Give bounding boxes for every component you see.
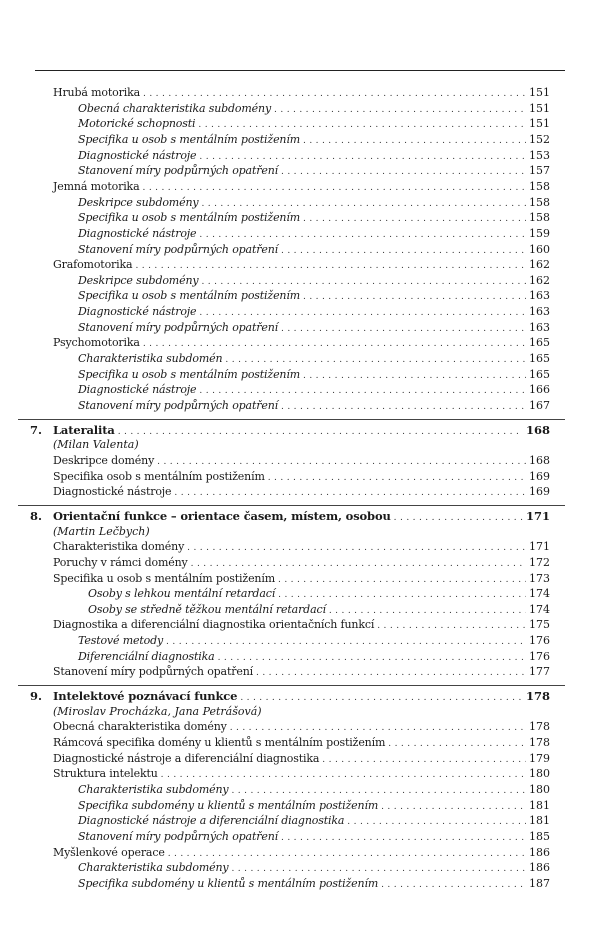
toc-entry-title: Obecná charakteristika subdomény xyxy=(78,101,272,115)
dot-leader xyxy=(118,424,523,440)
toc-entry-title: Stanovení míry podpůrných opatření xyxy=(78,320,279,334)
toc-entry-page: 178 xyxy=(525,689,550,704)
toc-entry-page: 180 xyxy=(529,767,550,781)
toc-entry-title: Stanovení míry podpůrných opatření xyxy=(78,399,279,412)
toc-entry-title: Stanovení míry podpůrných opatření xyxy=(78,242,279,256)
toc-entry-page: 172 xyxy=(529,555,550,569)
toc-entry-title: Diagnostické nástroje a diferenciální diagnostika xyxy=(78,814,345,828)
dot-leader xyxy=(281,830,526,846)
chapter-author: (Martin Lečbych) xyxy=(53,524,150,538)
toc-entry-title: Motorické schopnosti xyxy=(78,117,196,131)
toc-entry-title: Stanovení míry podpůrných opatření xyxy=(78,164,279,178)
toc-entry-page: 177 xyxy=(529,665,550,679)
toc-entry xyxy=(53,85,550,101)
dot-leader xyxy=(381,799,526,815)
toc-entry-page: 162 xyxy=(529,273,550,287)
dot-leader xyxy=(187,540,526,556)
section-separator xyxy=(18,419,565,420)
dot-leader xyxy=(388,736,526,752)
toc-entry-page: 160 xyxy=(529,242,550,256)
toc-entry xyxy=(53,719,550,735)
dot-leader xyxy=(303,368,526,384)
toc-entry xyxy=(78,226,550,242)
section-separator xyxy=(18,505,565,506)
dot-leader xyxy=(198,117,526,133)
toc-entry-title: Diagnostické nástroje xyxy=(53,485,172,499)
section-separator xyxy=(18,685,565,686)
toc-entry-page: 153 xyxy=(529,148,550,162)
toc-entry xyxy=(78,813,550,829)
toc-entry xyxy=(78,148,550,164)
chapter-heading xyxy=(30,508,550,524)
dot-leader xyxy=(381,877,526,893)
toc-entry xyxy=(78,132,550,148)
toc-entry xyxy=(78,304,550,320)
toc-entry-title: Jemná motorika xyxy=(53,179,140,193)
dot-leader xyxy=(231,783,526,799)
top-rule xyxy=(35,70,565,71)
toc-entry-page: 169 xyxy=(529,485,550,499)
dot-leader xyxy=(274,102,526,118)
dot-leader xyxy=(278,572,526,588)
toc-entry xyxy=(53,751,550,767)
dot-leader xyxy=(394,510,523,526)
toc-entry-title: Charakteristika subdomény xyxy=(78,782,229,796)
toc-entry-page: 158 xyxy=(529,211,550,225)
toc-entry-title: Diagnostické nástroje xyxy=(78,305,197,319)
toc-entry-page: 151 xyxy=(529,117,550,131)
toc-entry-page: 165 xyxy=(529,367,550,381)
toc-entry xyxy=(53,664,550,680)
toc-entry xyxy=(78,351,550,367)
toc-entry-page: 163 xyxy=(529,320,550,334)
toc-entry-title: Specifika u osob s mentálním postižením xyxy=(78,211,301,225)
toc-entry xyxy=(53,555,550,571)
toc-entry-page: 178 xyxy=(529,736,550,749)
toc-entry-page: 168 xyxy=(529,453,550,467)
toc-entry-title: Specifika u osob s mentálním postižením xyxy=(78,132,301,146)
toc-entry-page: 165 xyxy=(529,336,550,350)
toc-entry-page: 174 xyxy=(529,602,550,616)
dot-leader xyxy=(377,618,526,634)
toc-entry-title: Specifika subdomény u klientů s mentálním postižením xyxy=(78,876,379,890)
toc-entry-title: Charakteristika domény xyxy=(53,540,185,554)
chapter-number: 9. xyxy=(30,689,43,704)
toc-entry-title: Grafomotorika xyxy=(53,258,133,272)
toc-entry xyxy=(78,398,550,414)
toc-entry-page: 176 xyxy=(529,649,550,663)
toc-entry-title: Diagnostické nástroje xyxy=(78,383,197,397)
dot-leader xyxy=(281,321,526,337)
toc-entry-page: 163 xyxy=(529,289,550,303)
dot-leader xyxy=(201,274,526,290)
dot-leader xyxy=(174,485,526,501)
toc-entry xyxy=(53,617,550,633)
toc-entry-page: 187 xyxy=(529,876,550,890)
toc-entry-page: 158 xyxy=(529,195,550,209)
toc-entry-title: Orientační funkce – orientace časem, místem, osobou xyxy=(53,508,391,523)
toc-entry xyxy=(78,320,550,336)
dot-leader xyxy=(199,383,526,399)
toc-entry-page: 163 xyxy=(529,305,550,319)
dot-leader xyxy=(201,196,526,212)
toc-entry-title: Deskripce subdomény xyxy=(78,195,199,209)
dot-leader xyxy=(199,305,526,321)
toc-entry-page: 179 xyxy=(529,751,550,765)
toc-entry xyxy=(78,829,550,845)
dot-leader xyxy=(161,767,526,783)
toc-entry-title: Specifika u osob s mentálním postižením xyxy=(78,289,301,303)
toc-entry xyxy=(53,257,550,273)
toc-entry-title: Obecná charakteristika domény xyxy=(53,720,227,734)
toc-entry xyxy=(53,735,550,751)
toc-entry-page: 167 xyxy=(529,399,550,412)
toc-entry xyxy=(78,116,550,132)
dot-leader xyxy=(199,227,526,243)
toc-entry-page: 185 xyxy=(529,829,550,843)
toc-entry xyxy=(53,453,550,469)
toc-entry xyxy=(78,163,550,179)
toc-entry xyxy=(78,288,550,304)
toc-entry-title: Stanovení míry podpůrných opatření xyxy=(78,829,279,843)
toc-entry-page: 152 xyxy=(529,132,550,146)
dot-leader xyxy=(347,814,526,830)
toc-entry-page: 168 xyxy=(525,422,550,437)
toc-entry xyxy=(53,766,550,782)
toc-entry-title: Charakteristika subdomén xyxy=(78,352,223,366)
toc-entry-title: Hrubá motorika xyxy=(53,86,141,99)
dot-leader xyxy=(231,861,526,877)
toc-entry xyxy=(53,469,550,485)
dot-leader xyxy=(199,149,526,165)
chapter-number: 7. xyxy=(30,422,43,437)
toc-entry-page: 176 xyxy=(529,634,550,648)
toc-entry-page: 181 xyxy=(529,814,550,828)
toc-entry xyxy=(88,586,550,602)
dot-leader xyxy=(191,556,526,572)
chapter-number: 8. xyxy=(30,508,43,523)
toc-entry xyxy=(78,367,550,383)
toc-entry xyxy=(78,798,550,814)
toc-entry-page: 159 xyxy=(529,226,550,240)
toc-entry xyxy=(78,782,550,798)
toc-entry xyxy=(78,633,550,649)
dot-leader xyxy=(281,164,526,180)
dot-leader xyxy=(322,752,526,768)
toc-entry-title: Diagnostické nástroje xyxy=(78,148,197,162)
toc-entry xyxy=(53,179,550,195)
toc-entry-page: 158 xyxy=(529,179,550,193)
dot-leader xyxy=(143,336,526,352)
chapter-author: (Miroslav Procházka, Jana Petrášová) xyxy=(53,704,262,718)
toc-entry-page: 169 xyxy=(529,469,550,483)
toc-entry-page: 181 xyxy=(529,798,550,812)
toc-entry-title: Specifika subdomény u klientů s mentálním postižením xyxy=(78,798,379,812)
dot-leader xyxy=(230,720,526,736)
toc-entry-title: Osoby s lehkou mentální retardací xyxy=(88,587,276,601)
chapter-heading xyxy=(30,422,550,438)
dot-leader xyxy=(278,587,526,603)
toc-entry-page: 175 xyxy=(529,618,550,632)
toc-entry xyxy=(53,539,550,555)
toc-entry-page: 180 xyxy=(529,782,550,796)
dot-leader xyxy=(143,86,526,102)
toc-entry xyxy=(78,382,550,398)
toc-entry-title: Specifika u osob s mentálním postižením xyxy=(53,571,276,585)
dot-leader xyxy=(166,634,526,650)
chapter-author: (Milan Valenta) xyxy=(53,438,139,452)
toc-entry-page: 162 xyxy=(529,258,550,272)
toc-entry-title: Specifika u osob s mentálním postižením xyxy=(78,367,301,381)
dot-leader xyxy=(143,180,527,196)
toc-entry xyxy=(78,273,550,289)
toc-entry-title: Psychomotorika xyxy=(53,336,140,350)
toc-entry-title: Stanovení míry podpůrných opatření xyxy=(53,665,254,679)
toc-entry-title: Rámcová specifika domény u klientů s mentálním postižením xyxy=(53,736,386,749)
dot-leader xyxy=(225,352,526,368)
toc-entry-title: Myšlenkové operace xyxy=(53,845,165,859)
dot-leader xyxy=(281,243,526,259)
toc-entry-page: 151 xyxy=(529,86,550,99)
toc-entry xyxy=(53,845,550,861)
toc-entry-page: 186 xyxy=(529,845,550,859)
toc-entry-page: 173 xyxy=(529,571,550,585)
toc-entry-page: 166 xyxy=(529,383,550,397)
toc-entry-title: Lateralita xyxy=(53,422,115,437)
toc-entry-title: Specifika osob s mentálním postižením xyxy=(53,469,265,483)
dot-leader xyxy=(303,289,526,305)
dot-leader xyxy=(268,470,526,486)
toc-entry xyxy=(53,571,550,587)
toc-entry-title: Poruchy v rámci domény xyxy=(53,555,188,569)
toc-entry xyxy=(78,649,550,665)
toc-entry xyxy=(78,210,550,226)
toc-entry-page: 171 xyxy=(529,540,550,554)
toc-entry-page: 165 xyxy=(529,352,550,366)
dot-leader xyxy=(218,650,526,666)
toc-entry-title: Struktura intelektu xyxy=(53,767,158,781)
toc-entry xyxy=(78,860,550,876)
toc-entry-title: Deskripce subdomény xyxy=(78,273,199,287)
toc-entry xyxy=(78,242,550,258)
chapter-heading xyxy=(30,688,550,704)
toc-entry-title: Diferenciální diagnostika xyxy=(78,649,215,663)
toc-entry-title: Charakteristika subdomény xyxy=(78,861,229,875)
toc-entry-page: 186 xyxy=(529,861,550,875)
toc-entry xyxy=(53,335,550,351)
toc-entry-title: Deskripce domény xyxy=(53,453,155,467)
toc-entry xyxy=(78,101,550,117)
toc-entry xyxy=(53,484,550,500)
toc-entry-title: Diagnostické nástroje xyxy=(78,226,197,240)
toc-entry-page: 178 xyxy=(529,720,550,734)
toc-entry-title: Testové metody xyxy=(78,634,164,648)
toc-entry-title: Diagnostika a diferenciální diagnostika orientačních funkcí xyxy=(53,618,375,632)
dot-leader xyxy=(303,133,526,149)
dot-leader xyxy=(281,399,526,415)
dot-leader xyxy=(329,603,526,619)
toc-entry xyxy=(88,602,550,618)
dot-leader xyxy=(240,690,523,706)
toc-entry-title: Intelektové poznávací funkce xyxy=(53,689,238,704)
dot-leader xyxy=(168,846,526,862)
toc-entry xyxy=(78,195,550,211)
toc-entry-title: Osoby se středně těžkou mentální retardací xyxy=(88,602,326,616)
dot-leader xyxy=(256,665,526,681)
toc-entry-title: Diagnostické nástroje a diferenciální diagnostika xyxy=(53,751,320,765)
dot-leader xyxy=(157,454,526,470)
toc-entry xyxy=(78,876,550,892)
toc-entry-page: 174 xyxy=(529,587,550,601)
toc-entry-page: 157 xyxy=(529,164,550,178)
toc-entry-page: 151 xyxy=(529,101,550,115)
toc-entry-page: 171 xyxy=(525,508,550,523)
dot-leader xyxy=(135,258,526,274)
dot-leader xyxy=(303,211,526,227)
